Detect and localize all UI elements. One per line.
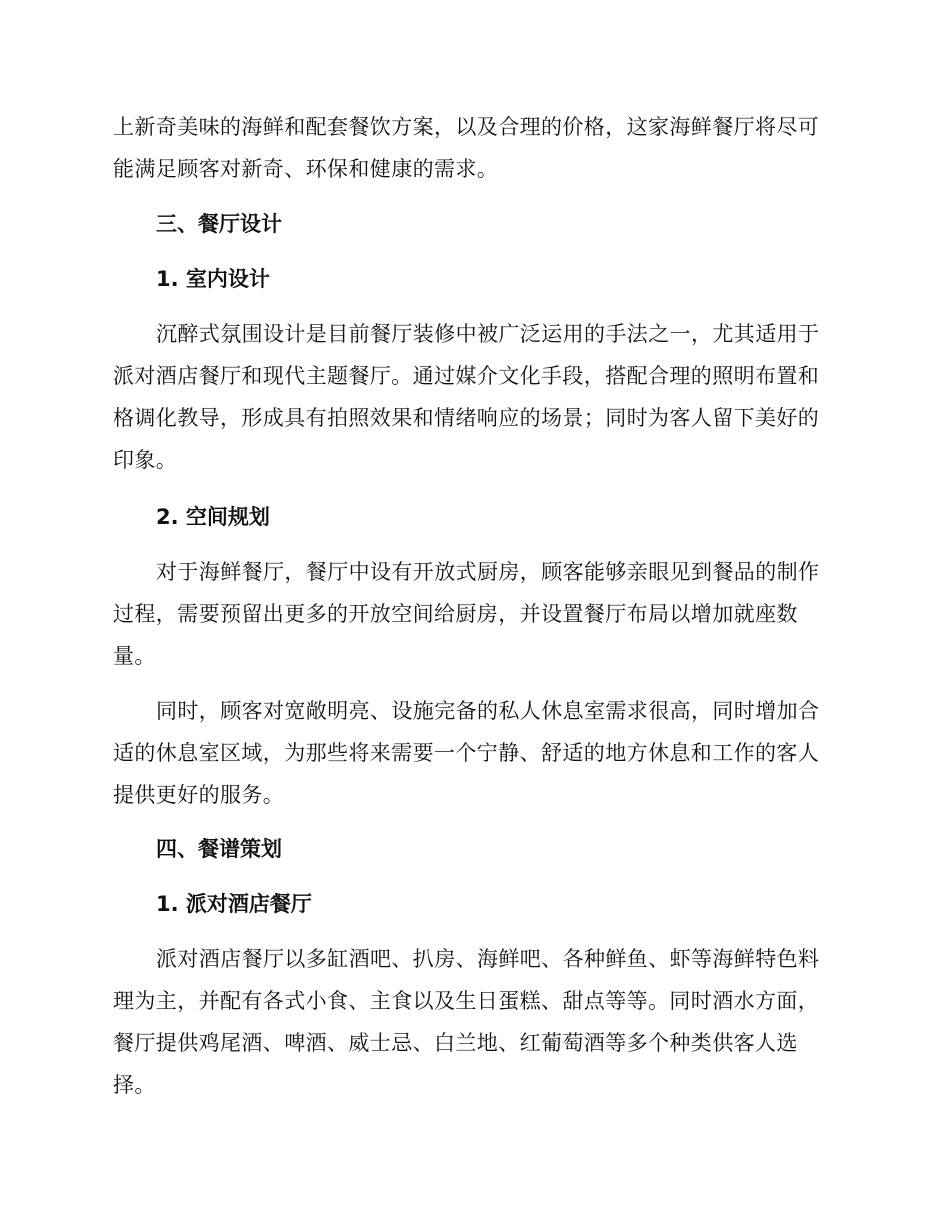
space-planning-paragraph-1: 对于海鲜餐厅，餐厅中设有开放式厨房，顾客能够亲眼见到餐品的制作过程，需要预留出更多的开放空间给厨房，并设置餐厅布局以增加就座数量。: [113, 560, 820, 668]
menu-paragraph: 派对酒店餐厅以多缸酒吧、扒房、海鲜吧、各种鲜鱼、虾等海鲜特色料理为主，并配有各式小食、主食以及生日蛋糕、甜点等等。同时酒水方面，餐厅提供鸡尾酒、啤酒、威士忌、白兰地、红葡萄酒等多个种类供客人选择。: [113, 947, 820, 1097]
intro-paragraph: 上新奇美味的海鲜和配套餐饮方案，以及合理的价格，这家海鲜餐厅将尽可能满足顾客对新奇、环保和健康的需求。: [113, 115, 820, 181]
subheading-party-hotel-restaurant: 1. 派对酒店餐厅: [156, 892, 312, 916]
section-heading-restaurant-design: 三、餐厅设计: [156, 212, 282, 236]
section-heading-menu-planning: 四、餐谱策划: [156, 837, 282, 861]
subheading-interior-design: 1. 室内设计: [156, 267, 270, 291]
subheading-space-planning: 2. 空间规划: [156, 505, 270, 529]
interior-design-paragraph: 沉醉式氛围设计是目前餐厅装修中被广泛运用的手法之一，尤其适用于派对酒店餐厅和现代主题餐厅。通过媒介文化手段，搭配合理的照明布置和格调化教导，形成具有拍照效果和情绪响应的场景；同时为客人留下美好的印象。: [113, 322, 820, 472]
space-planning-paragraph-2: 同时，顾客对宽敞明亮、设施完备的私人休息室需求很高，同时增加合适的休息室区域，为那些将来需要一个宁静、舒适的地方休息和工作的客人提供更好的服务。: [113, 699, 820, 807]
